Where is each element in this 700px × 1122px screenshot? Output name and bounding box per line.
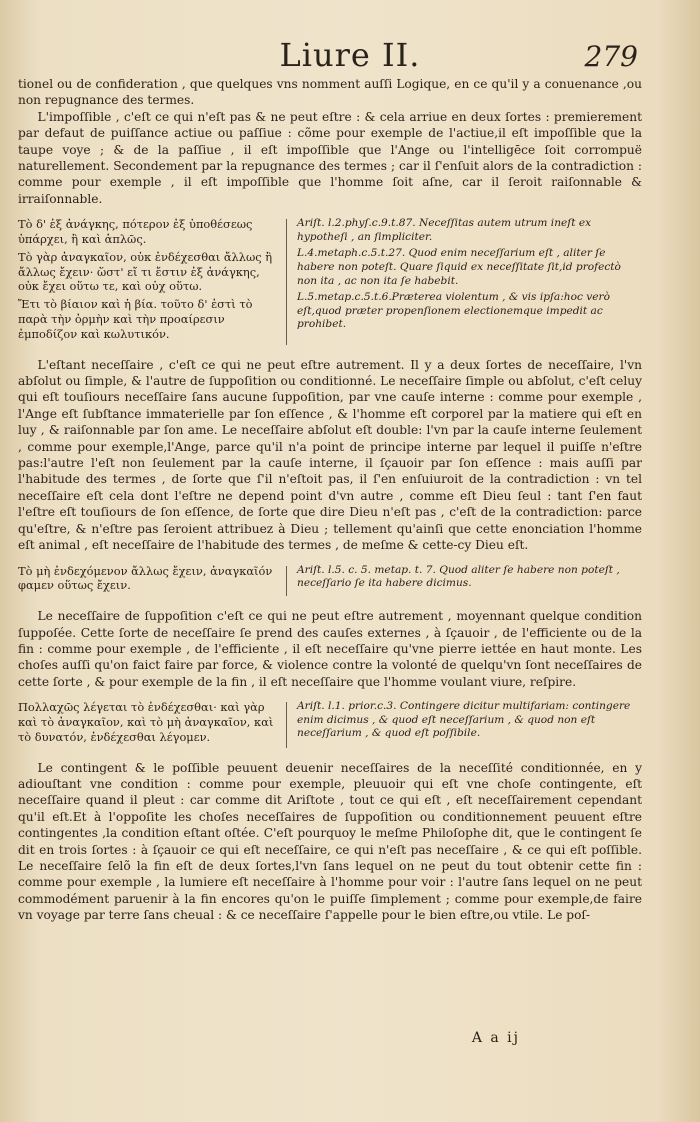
- latin-notes: [297, 700, 642, 747]
- paragraph: L'eſtant neceſſaire , c'eſt ce qui ne peut eſtre autrement. Il y a deux ſortes de neceſſaire, l'vn abſolut ou ſimple, & l'autre de ſuppoſition ou conditionné. Le neceſſaire ſimple ou abſolut, c'eſt celuy qui eſt touſiours neceſſaire ſans aucune ſuppoſition, par vne cauſe interne : comme pour exemple , l'Ange eſt ſubſtance immaterielle par ſon eſſence , & l'homme eſt corporel par la matiere qui eſt en luy , & raiſonnable par ſon ame. Le neceſſaire abſolut eſt double: l'vn par la cauſe interne ſeulement , comme pour exemple,l'Ange, parce qu'il n'a point de principe interne par lequel il puiſſe n'eſtre pas:l'autre l'eſt non ſeulement par la cauſe interne, il ſçauoir par ſon eſſence : mais auſſi par l'habitude des termes , de ſorte que ſ'il n'eſtoit pas, il ſ'en enſuiuroit de la contradiction : vn tel neceſſaire eſt cela dont l'eſtre ne depend point d'vn autre , comme eſt Dieu ſeul : tant ſ'en faut l'eſtre eſt touſiours de ſon eſſence, de ſorte que dire Dieu n'eſt pas , c'eſt de la contradiction: parce qu'eſtre, & n'eſtre pas ſeroient attribuez à Dieu ; tellement qu'ainſi que cette enonciation l'homme eſt animal , eſt neceſſaire de l'habitude des termes , de meſme & cette-cy Dieu eſt.: [18, 357, 642, 553]
- greek-quotation: [18, 564, 276, 597]
- running-title: Liure II.: [279, 36, 421, 74]
- greek-quotation: [18, 217, 276, 344]
- greek-line: Ἔτι τὸ βίαιον καὶ ἡ βία. τοῦτο δ' ἐστὶ τὸ παρὰ τὴν ὁρμὴν καὶ τὴν προαίρεσιν ἐμποδίζον καὶ κωλυτικόν.: [18, 297, 253, 341]
- citation-block: [18, 700, 642, 747]
- latin-note: Ariſt. l.2.phyſ.c.9.t.87. Neceſſitas autem utrum ineſt ex hypotheſi , an ſimpliciter.: [297, 217, 592, 243]
- greek-line: Τὸ γὰρ ἀναγκαῖον, οὐκ ἐνδέχεσθαι ἄλλως ἢ ἄλλως ἔχειν· ὥστ' εἴ τι ἔστιν ἐξ ἀνάγκης, οὐκ ἔχει οὕτω τε, καὶ οὐχ οὕτω.: [18, 249, 273, 294]
- text-body: [18, 76, 642, 924]
- running-header: [0, 30, 700, 80]
- paragraph: L'impoſſible , c'eſt ce qui n'eſt pas & ne peut eſtre : & cela arriue en deux ſortes : premierement par defaut de puiſſance actiue ou paſſiue : cõme pour exemple de l'actiue,il eſt impoſſible que la taupe voye ; & de la paſſiue , il eſt impoſſible que l'Ange ou l'intelligēce ſoit corrompuë naturellement. Secondement par la repugnance des termes ; car il ſ'enſuit alors de la contradiction : comme pour exemple , il eſt impoſſible que l'homme ſoit aſne, car il ſeroit raiſonnable & irraiſonnable.: [18, 109, 642, 206]
- citation-block: [18, 564, 642, 597]
- signature-mark: A a ij: [471, 1030, 520, 1046]
- greek-line: Τὸ μὴ ἐνδεχόμενον ἄλλως ἔχειν, ἀναγκαῖόν φαμεν οὕτως ἔχειν.: [18, 563, 273, 593]
- page-number: 279: [584, 40, 638, 73]
- greek-line: Τὸ δ' ἐξ ἀνάγκης, πότερον ἐξ ὑποθέσεως ὑπάρχει, ἢ καὶ ἁπλῶς.: [18, 217, 253, 247]
- latin-notes: [297, 564, 642, 597]
- paragraph: tionel ou de confideration , que quelques vns nomment auſſi Logique, en ce qu'il y a conuenance ,ou non repugnance des termes.: [18, 77, 642, 108]
- greek-line: Πολλαχῶς λέγεται τὸ ἐνδέχεσθαι· καὶ γὰρ καὶ τὸ ἀναγκαῖον, καὶ τὸ μὴ ἀναγκαῖον, καὶ τὸ δυνατόν, ἐνδέχεσθαι λέγομεν.: [18, 700, 274, 744]
- column-rule: [286, 702, 287, 747]
- latin-note: Ariſt. l.1. prior.c.3. Contingere dicitur multifariam: contingere enim dicimus , & quod eſt neceſſarium , & quod non eſt neceſſarium , & quod eſt poſſibile.: [297, 700, 631, 740]
- latin-notes: [297, 217, 642, 344]
- latin-note: Ariſt. l.5. c. 5. metap. t. 7. Quod aliter ſe habere non poteſt , neceſſario ſe ita habere dicimus.: [297, 563, 620, 590]
- column-rule: [286, 566, 287, 597]
- greek-quotation: [18, 700, 276, 747]
- paragraph: Le neceſſaire de ſuppoſition c'eſt ce qui ne peut eſtre autrement , moyennant quelque condition ſuppoſée. Cette ſorte de neceſſaire ſe prend des cauſes externes , à ſçauoir , de l'efficiente ou de la fin : comme pour exemple , de l'efficiente , il eſt neceſſaire qu'vne pierre iettée en haut monte. Les choſes auſſi qu'on faict faire par force, & violence contre la volonté de quelqu'vn ſont neceſſaires de cette ſorte , & pour exemple de la fin , il eſt neceſſaire que l'homme voulant viure, reſpire.: [18, 609, 642, 689]
- latin-note: L.4.metaph.c.5.t.27. Quod enim neceſſarium eſt , aliter ſe habere non poteſt. Quare ſiquid ex neceſſitate ſit,id profectò non ita , ac non ita ſe habebit.: [297, 247, 621, 287]
- column-rule: [286, 219, 287, 344]
- paragraph: Le contingent & le poſſible peuuent deuenir neceſſaires de la neceſſité conditionnée, en y adiouſtant vne condition : comme pour exemple, pleuuoir qui eſt vne choſe contingente, eſt neceſſaire quand il pleut : car comme dit Ariſtote , tout ce qui eſt , eſt neceſſairement cependant qu'il eſt.Et à l'oppoſite les choſes neceſſaires de ſuppoſition ou conditionnement peuuent eſtre contingentes ,la condition eſtant oſtée. C'eſt pourquoy le meſme Philoſophe dit, que le contingent ſe dit en trois ſortes : à ſçauoir ce qui eſt neceſſaire, ce qui n'eſt pas neceſſaire , & ce qui eſt poſſible. Le neceſſaire ſelõ la fin eſt de deux ſortes,l'vn ſans lequel on ne peut du tout obtenir cette fin : comme pour exemple , la lumiere eſt neceſſaire à l'homme pour voir : l'autre ſans lequel on ne peut commodément paruenir à la fin encores qu'on le puiſſe ſimplement ; comme pour exemple,de faire vn voyage par terre ſans cheual : & ce neceſſaire ſ'appelle pour le bien eſtre,ou vtile. Le poſ-: [18, 760, 642, 923]
- citation-block: [18, 217, 642, 344]
- latin-note: L.5.metap.c.5.t.6.Præterea violentum , & vis ipſa:hoc verò eſt,quod præter propenſionem electionemque impedit ac prohibet.: [297, 291, 610, 331]
